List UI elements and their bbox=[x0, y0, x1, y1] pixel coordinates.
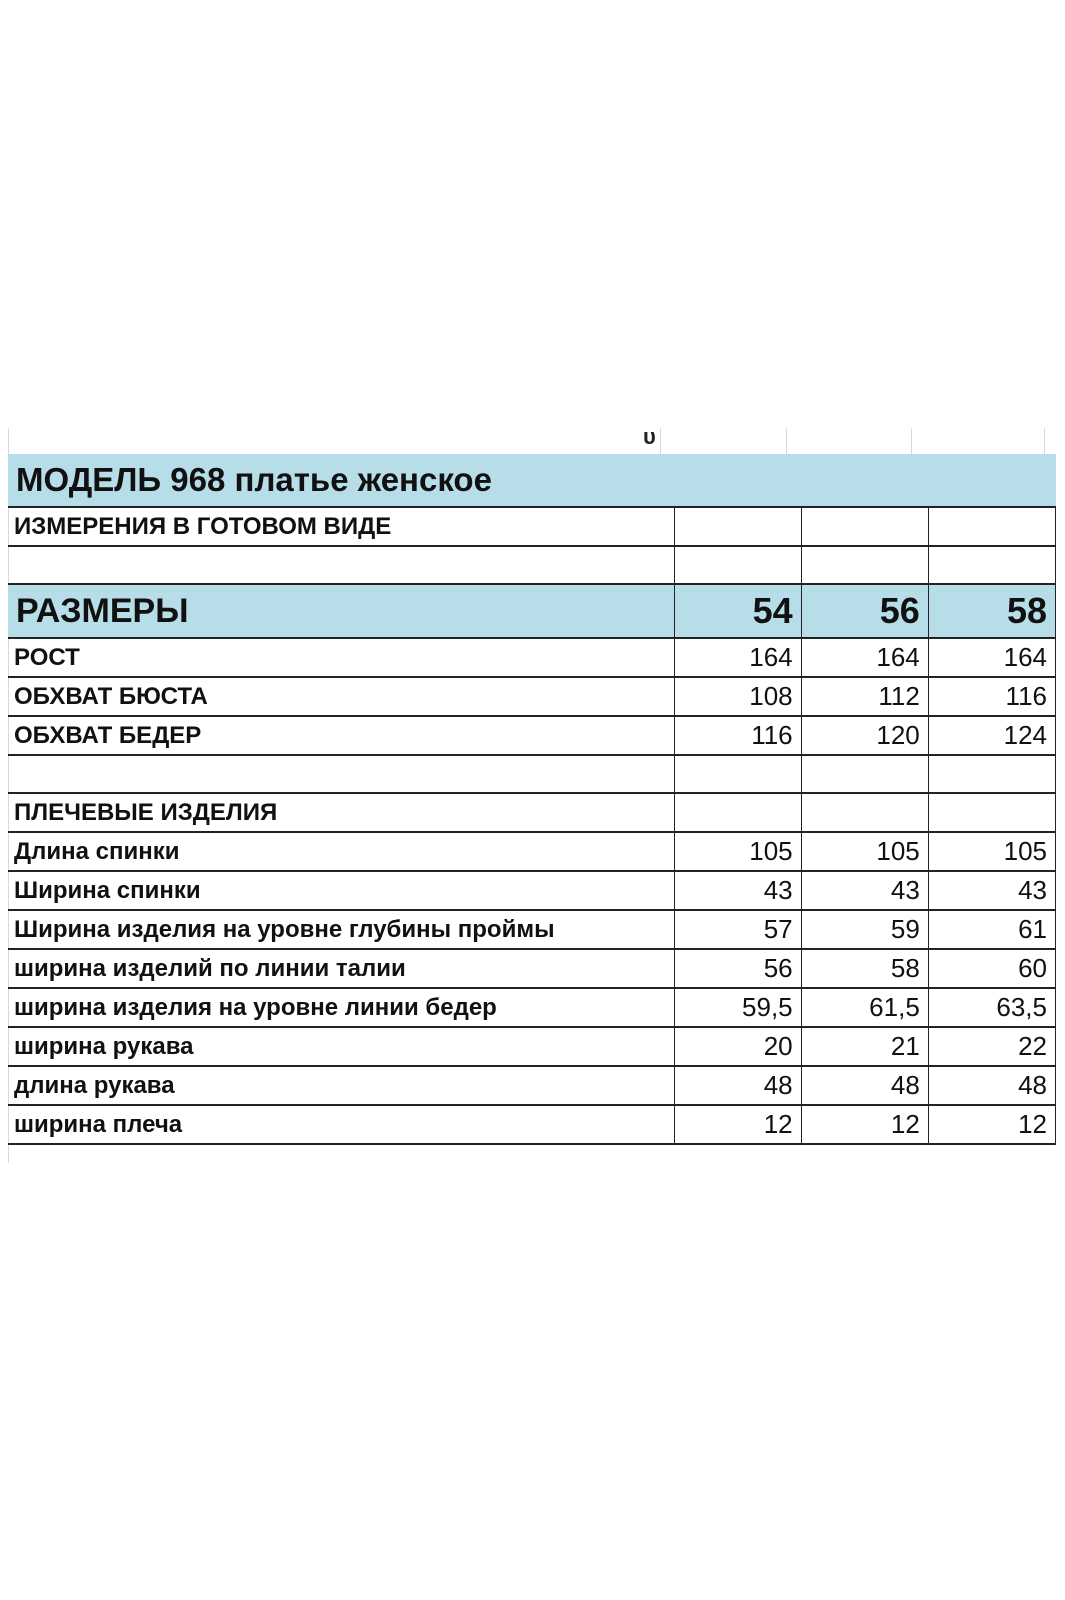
model-title: МОДЕЛЬ 968 платье женское bbox=[8, 454, 1056, 507]
table-row bbox=[8, 1066, 1056, 1105]
row-value: 61 bbox=[928, 910, 1055, 949]
row-value bbox=[928, 755, 1055, 793]
row-value: 57 bbox=[674, 910, 801, 949]
blank-row bbox=[8, 546, 1056, 584]
row-label: ОБХВАТ БЕДЕР bbox=[8, 716, 674, 755]
table-row bbox=[8, 988, 1056, 1027]
row-value bbox=[928, 793, 1055, 832]
row-value: 12 bbox=[928, 1105, 1055, 1144]
sizes-header-row bbox=[8, 584, 1056, 638]
row-value: 58 bbox=[801, 949, 928, 988]
row-label: Ширина изделия на уровне глубины проймы bbox=[8, 910, 674, 949]
row-value: 59,5 bbox=[674, 988, 801, 1027]
row-value: 21 bbox=[801, 1027, 928, 1066]
table-row bbox=[8, 1027, 1056, 1066]
section-row bbox=[8, 793, 1056, 832]
row-label: длина рукава bbox=[8, 1066, 674, 1105]
spreadsheet-gridlines bbox=[8, 424, 1056, 454]
row-value: 112 bbox=[801, 677, 928, 716]
row-value: 22 bbox=[928, 1027, 1055, 1066]
row-label: ширина изделия на уровне линии бедер bbox=[8, 988, 674, 1027]
size-chart-sheet bbox=[8, 424, 1056, 1163]
table-row bbox=[8, 716, 1056, 755]
row-label: Длина спинки bbox=[8, 832, 674, 871]
row-value: 105 bbox=[801, 832, 928, 871]
row-value: 105 bbox=[928, 832, 1055, 871]
row-value: 116 bbox=[928, 677, 1055, 716]
row-label: ОБХВАТ БЮСТА bbox=[8, 677, 674, 716]
row-label: ширина изделий по линии талии bbox=[8, 949, 674, 988]
row-value: 43 bbox=[801, 871, 928, 910]
size-54: 54 bbox=[674, 584, 801, 638]
table-row bbox=[8, 677, 1056, 716]
row-value: 48 bbox=[674, 1066, 801, 1105]
row-value bbox=[674, 755, 801, 793]
row-label bbox=[8, 755, 674, 793]
row-value: 48 bbox=[928, 1066, 1055, 1105]
table-row bbox=[8, 910, 1056, 949]
row-value: 48 bbox=[801, 1066, 928, 1105]
empty-cell bbox=[801, 507, 928, 546]
size-56: 56 bbox=[801, 584, 928, 638]
row-value bbox=[801, 793, 928, 832]
row-value: 120 bbox=[801, 716, 928, 755]
size-58: 58 bbox=[928, 584, 1055, 638]
row-value: 164 bbox=[674, 638, 801, 677]
stray-glyph: υ bbox=[643, 424, 656, 449]
row-value: 12 bbox=[801, 1105, 928, 1144]
table-row bbox=[8, 871, 1056, 910]
empty-cell bbox=[928, 507, 1055, 546]
empty-cell bbox=[674, 507, 801, 546]
row-value: 61,5 bbox=[801, 988, 928, 1027]
size-table bbox=[8, 454, 1056, 1145]
row-value: 63,5 bbox=[928, 988, 1055, 1027]
sizes-label: РАЗМЕРЫ bbox=[8, 584, 674, 638]
row-value: 164 bbox=[928, 638, 1055, 677]
row-value: 43 bbox=[674, 871, 801, 910]
row-value: 116 bbox=[674, 716, 801, 755]
row-value: 56 bbox=[674, 949, 801, 988]
row-value: 124 bbox=[928, 716, 1055, 755]
row-value bbox=[801, 755, 928, 793]
row-value: 20 bbox=[674, 1027, 801, 1066]
table-row bbox=[8, 1105, 1056, 1144]
table-row bbox=[8, 832, 1056, 871]
table-row bbox=[8, 638, 1056, 677]
row-value: 43 bbox=[928, 871, 1055, 910]
row-value: 108 bbox=[674, 677, 801, 716]
subtitle-row bbox=[8, 507, 1056, 546]
table-row bbox=[8, 949, 1056, 988]
row-label: ширина рукава bbox=[8, 1027, 674, 1066]
row-value: 12 bbox=[674, 1105, 801, 1144]
row-value: 59 bbox=[801, 910, 928, 949]
row-label: РОСТ bbox=[8, 638, 674, 677]
row-value: 105 bbox=[674, 832, 801, 871]
measurements-subtitle: ИЗМЕРЕНИЯ В ГОТОВОМ ВИДЕ bbox=[8, 507, 674, 546]
section-label: ПЛЕЧЕВЫЕ ИЗДЕЛИЯ bbox=[8, 793, 674, 832]
row-value bbox=[674, 793, 801, 832]
row-value: 164 bbox=[801, 638, 928, 677]
row-value: 60 bbox=[928, 949, 1055, 988]
row-label: Ширина спинки bbox=[8, 871, 674, 910]
row-label: ширина плеча bbox=[8, 1105, 674, 1144]
model-title-row bbox=[8, 454, 1056, 507]
table-row bbox=[8, 755, 1056, 793]
